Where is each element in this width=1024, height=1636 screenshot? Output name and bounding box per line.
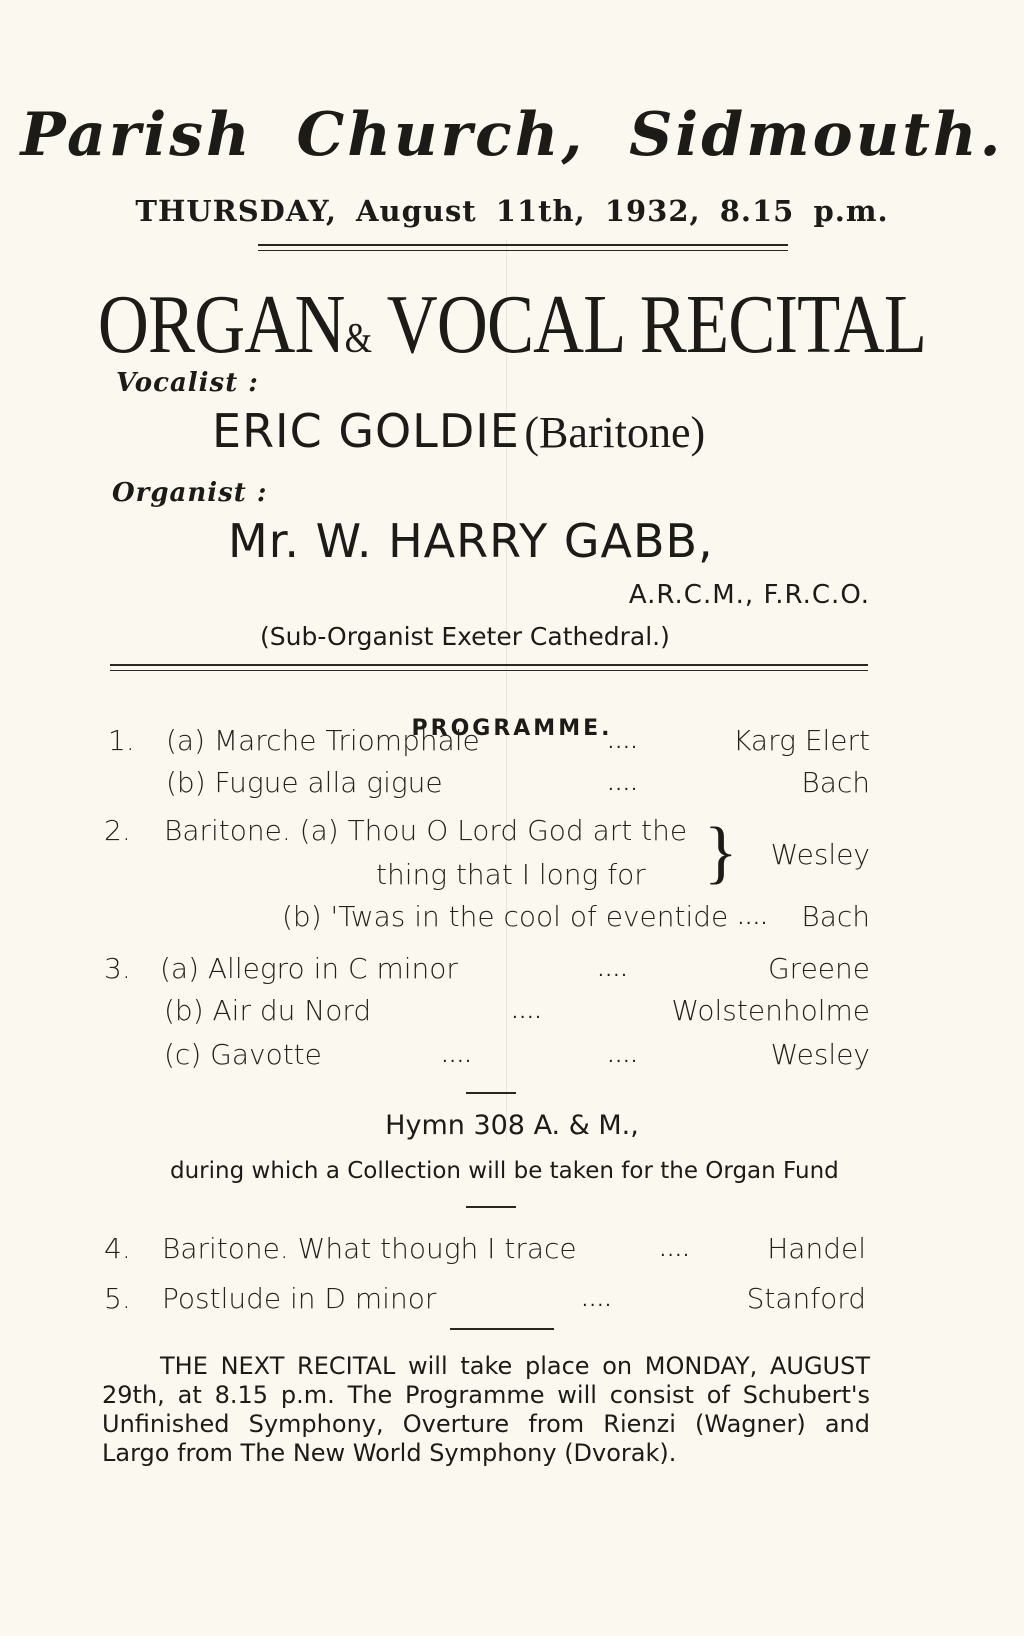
item-2a-title: Baritone. (a) Thou O Lord God art the [164, 814, 688, 847]
item-3c-dots-1: .... [442, 1046, 473, 1067]
item-5-title: Postlude in D minor [162, 1282, 437, 1315]
section-rule-2 [466, 1206, 516, 1208]
item-5-number: 5. [104, 1282, 131, 1315]
item-2-number: 2. [104, 814, 131, 847]
event-dateline: THURSDAY, August 11th, 1932, 8.15 p.m. [135, 194, 889, 228]
organist-qualifications: A.R.C.M., F.R.C.O. [628, 580, 870, 610]
vocalist-role-label: Vocalist : [116, 368, 259, 398]
item-3c-title: (c) Gavotte [164, 1038, 322, 1071]
hymn-title: Hymn 308 A. & M., [385, 1110, 639, 1141]
recital-title [82, 276, 942, 373]
header-double-rule [258, 244, 788, 251]
item-3a-title: (a) Allegro in C minor [160, 952, 458, 985]
item-2b-title: (b) 'Twas in the cool of eventide [282, 900, 729, 933]
section-rule-1 [466, 1092, 516, 1094]
vocalist-voice: (Baritone) [524, 408, 706, 457]
next-recital-notice: THE NEXT RECITAL will take place on MONDAY, AUGUST 29th, at 8.15 p.m. The Programme will consist of Schubert's Unfinished Symphony, Overture from Rienzi (Wagner) and Largo from The New World Symphony (Dvorak). [102, 1352, 870, 1467]
item-3-number: 3. [104, 952, 131, 985]
item-3b-dots: .... [512, 1002, 543, 1023]
item-4-title: Baritone. What though I trace [162, 1232, 577, 1265]
paper-fold-crease [506, 240, 507, 1140]
item-1a-title: (a) Marche Triomphale [166, 724, 480, 757]
item-3a-dots: .... [598, 960, 629, 981]
programme-title: PROGRAMME. [411, 716, 613, 741]
recital-title-ampersand: & [344, 316, 372, 362]
item-3b-composer: Wolstenholme [671, 994, 870, 1027]
item-1a-composer: Karg Elert [733, 724, 870, 757]
hymn-collection-note: during which a Collection will be taken for the Organ Fund [170, 1158, 839, 1184]
item-1b-dots: .... [608, 774, 639, 795]
organist-role-label: Organist : [112, 478, 268, 508]
item-2b-dots: .... [738, 908, 769, 929]
item-4-dots: .... [660, 1240, 691, 1261]
item-2a-brace: } [704, 814, 738, 891]
church-heading: Parish Church, Sidmouth. [20, 100, 1004, 170]
vocalist-line [212, 404, 705, 458]
item-3c-composer: Wesley [770, 1038, 870, 1071]
item-5-dots: .... [582, 1290, 613, 1311]
item-1b-title: (b) Fugue alla gigue [166, 766, 443, 799]
item-2a-title-continued: thing that I long for [376, 858, 646, 891]
item-1b-composer: Bach [801, 766, 870, 799]
organist-post: (Sub-Organist Exeter Cathedral.) [260, 622, 670, 651]
item-4-composer: Handel [767, 1232, 866, 1265]
item-5-composer: Stanford [746, 1282, 866, 1315]
item-2a-composer: Wesley [770, 838, 870, 871]
item-3b-title: (b) Air du Nord [164, 994, 372, 1027]
organist-name: Mr. W. HARRY GABB, [228, 514, 714, 568]
item-3c-dots-2: .... [608, 1046, 639, 1067]
item-2b-composer: Bach [801, 900, 870, 933]
item-1a-dots: .... [608, 732, 639, 753]
recital-title-part2: VOCAL RECITAL [386, 278, 927, 371]
recital-title-part1: ORGAN [97, 278, 345, 371]
item-3a-composer: Greene [767, 952, 870, 985]
item-1-number: 1. [108, 724, 135, 757]
section-rule-3 [450, 1328, 554, 1330]
programme-double-rule [110, 664, 868, 671]
item-4-number: 4. [104, 1232, 131, 1265]
vocalist-name: ERIC GOLDIE [212, 404, 520, 458]
